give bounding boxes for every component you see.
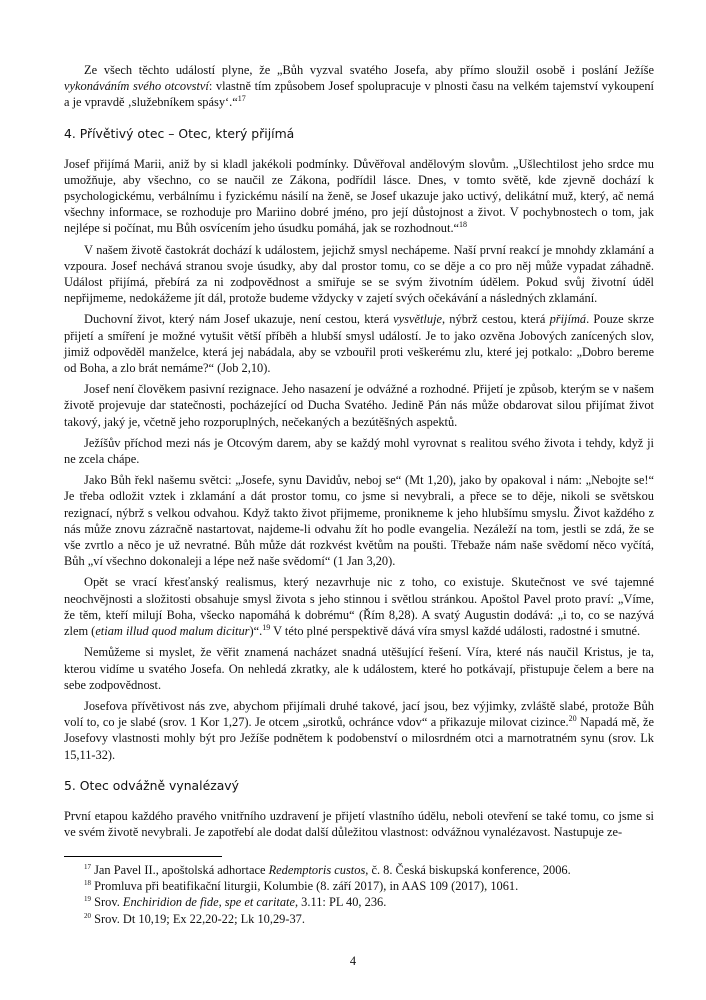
footnote-ref-18: 18 bbox=[459, 220, 468, 230]
footnote: $^{20}$ Srov. Dt 10,19; Ex 22,20-22; Lk 10,29-37. bbox=[84, 911, 305, 926]
section-5-heading: 5. Otec odvážně vynalézavý bbox=[64, 777, 239, 793]
footnotes bbox=[64, 862, 654, 927]
intro-paragraph: Ze všech těchto událostí plyne, že „Bůh vyzval svatého Josefa, aby přímo sloužil osobě i poslání Ježíše vykonáváním svého otcovství: vlastně tím způsobem Josef spolupracuje v plnosti času na velkém tajemství vykoupení a je vpravdě ‚služebníkem spásy‘.“$^{17}$ bbox=[64, 63, 655, 110]
s4-paragraph-2: V našem životě častokrát dochází k událostem, jejichž smysl nechápeme. Naší první reakcí je mnohdy zklamání a vzpoura. Josef nechává stranou svoje úsudky, aby dal prostor tomu, co se děje a co pro něj může vypadat záhadně. Událost přijímá, přebírá za ni zodpovědnost a smiřuje se se svým životním údělem. Pokud svůj životní úděl nepřijmeme, nedokážeme jít dál, protože budeme vždycky v zajetí svých očekávání a následných zklamání. bbox=[64, 242, 654, 306]
footnote-divider bbox=[64, 856, 222, 857]
page-number: 4 bbox=[349, 954, 357, 968]
footnote-ref-17: 17 bbox=[237, 94, 246, 104]
footnote: $^{17}$ Jan Pavel II., apoštolská adhortace Redemptoris custos, č. 8. Česká biskupská konference, 2006. bbox=[84, 862, 571, 877]
footnote: $^{19}$ Srov. Enchiridion de fide, spe et caritate, 3.11: PL 40, 236. bbox=[84, 895, 387, 910]
footnote-ref-19: 19 bbox=[262, 622, 271, 632]
s4-paragraph-6: Jako Bůh řekl našemu světci: „Josefe, synu Davidův, neboj se“ (Mt 1,20), jako by opakoval i nám: „Nebojte se!“ Je třeba odložit vztek i zklamání a dát prostor tomu, co jsme si nevybrali, a přece se to děje, nikoli se světskou rezignací, nýbrž s velkou odvahou. Když takto život přijmeme, pronikneme k jeho hlubšímu smyslu. Život každého z nás může znovu zázračně nastartovat, najdeme-li odvahu žít ho podle evangelia. Nezáleží na tom, jestli se zdá, že se vše zvrtlo a něco je už nevratné. Bůh může dát rozkvést květům na poušti. Třebaže nám naše svědomí něco vyčítá, Bůh „ví všechno dokonaleji a lépe než naše svědomí“ (1 Jan 3,20). bbox=[64, 473, 654, 569]
s4-paragraph-5: Ježíšův příchod mezi nás je Otcovým darem, aby se každý mohl vyrovnat s realitou svého života i tehdy, když ji ne zcela chápe. bbox=[64, 435, 654, 467]
section-4-heading: 4. Přívětivý otec – Otec, který přijímá bbox=[64, 125, 295, 141]
footnote-ref-20: 20 bbox=[568, 713, 577, 723]
s4-paragraph-3: Duchovní život, který nám Josef ukazuje, není cestou, která vysvětluje, nýbrž cestou, která přijímá. Pouze skrze přijetí a smíření je možné vytušit větší příběh a hlubší smysl událostí. Je to jako ozvěna Jobových zanícených slov, jimiž odpověděl manželce, která jej nabádala, aby se vzbouřil proti veškerému zlu, které jej potkalo: „Dobro bereme od Boha, a zlo brát nemáme?“ (Job 2,10). bbox=[64, 312, 654, 376]
s4-paragraph-1: Josef přijímá Marii, aniž by si kladl jakékoli podmínky. Důvěřoval andělovým slovům. „Ušlechtilost jeho srdce mu umožňuje, aby všechno, co se naučil ze Zákona, podřídil lásce. Dnes, v tomto světě, kde zjevně dochází k psychologickému, verbálnímu i fyzickému násilí na ženě, se Josef ukazuje jako uctivý, delikátní muž, který, ač nemá všechny informace, se rozhoduje pro Mariino dobré jméno, pro její důstojnost a život. V pochybnostech o tom, jak nejlépe si počínat, mu Bůh osvícením jeho úsudku pomáhá, jak se rozhodnout.“$^{18}$ bbox=[64, 156, 654, 236]
s4-paragraph-4: Josef není člověkem pasivní rezignace. Jeho nasazení je odvážné a rozhodné. Přijetí je způsob, kterým se v našem životě projevuje dar statečnosti, pocházející od Ducha Svatého. Jedině Pán nás může obdarovat silou přijímat život takový, jaký je, včetně jeho rozporuplných, nečekaných a bezútěšných aspektů. bbox=[64, 382, 654, 429]
s5-paragraph-1: První etapou každého pravého vnitřního uzdravení je přijetí vlastního údělu, neboli otevření se také tomu, co jsme si ve svém životě nevybrali. Je zapotřebí ale dodat další důležitou vlastnost: odvážnou vynalézavost. Nastupuje ze- bbox=[64, 808, 654, 839]
s4-paragraph-9: Josefova přívětivost nás zve, abychom přijímali druhé takové, jací jsou, bez výjimky, zvláště slabé, protože Bůh volí to, co je slabé (srov. 1 Kor 1,27). Je otcem „sirotků, ochránce vdov“ a přikazuje milovat cizince.$^{20}$ Napadá mě, že Josefovy vlastnosti mohly být pro Ježíše podnětem k podobenství o milosrdném otci a marnotratném synu (srov. Lk 15,11-32). bbox=[64, 698, 654, 762]
footnote: $^{18}$ Promluva při beatifikační liturgii, Kolumbie (8. září 2017), in AAS 109 (2017), 1061. bbox=[84, 879, 519, 894]
s4-paragraph-8: Nemůžeme si myslet, že věřit znamená nacházet snadná utěšující řešení. Víra, které nás naučil Kristus, je ta, kterou vidíme u svatého Josefa. On nehledá zkratky, ale k událostem, které ho potkávají, přistupuje čelem a bere na sebe zodpovědnost. bbox=[64, 645, 654, 692]
page-body bbox=[64, 62, 654, 845]
s4-paragraph-7: Opět se vrací křesťanský realismus, který nezavrhuje nic z toho, co existuje. Skutečnost ve své tajemné neochvějnosti a složitosti obsahuje smysl života s jeho stinnou i světlou stránkou. Apoštol Pavel proto praví: „Víme, že těm, kteří milují Boha, všecko napomáhá k dobrému“ (Řím 8,28). A svatý Augustin dodává: „i to, co se nazývá zlem (etiam illud quod malum dicitur)“.$^{19}$ V této plné perspektivě dává víra smysl každé události, radostné i smutné. bbox=[64, 575, 654, 639]
